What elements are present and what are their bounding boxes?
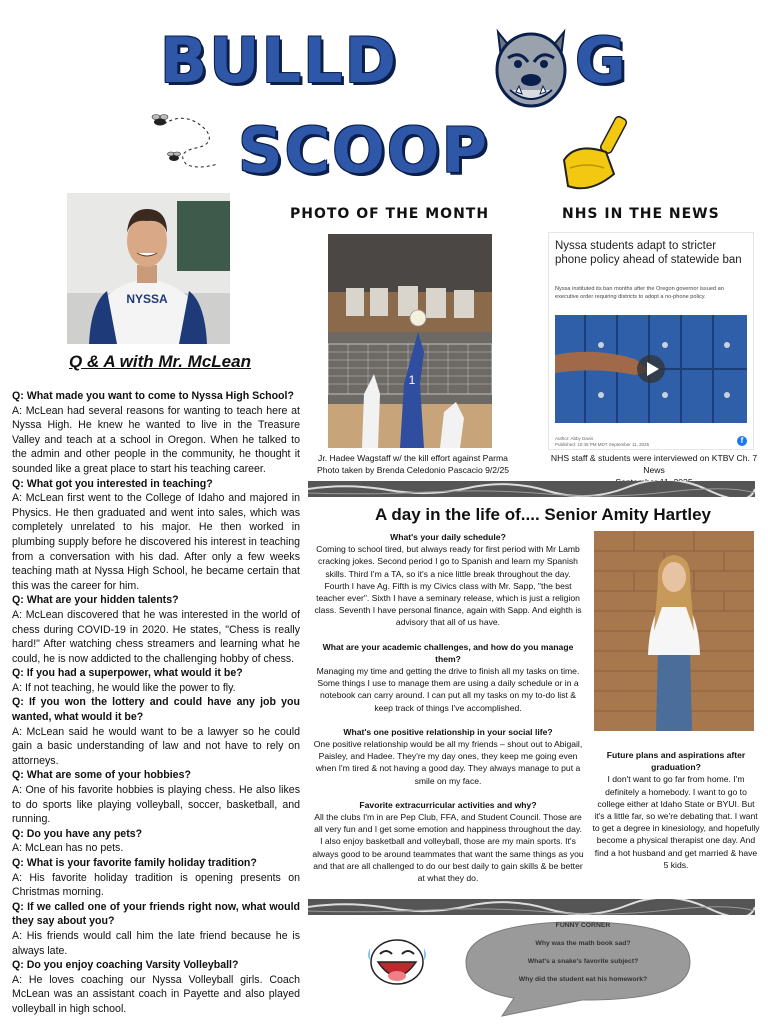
- qa-question: Q: If you won the lottery and could have any job you wanted, what would it be?: [12, 696, 300, 724]
- amity-hartley-photo: [594, 531, 754, 731]
- senior-feature-title: A day in the life of.... Senior Amity Hartley: [375, 505, 711, 524]
- news-summary: Nyssa instituted its ban months after the Oregon governor issued an executive order requiring districts to adopt a no-phone policy.: [555, 286, 724, 300]
- senior-answer: All the clubs I'm in are Pep Club, FFA, and Student Council. Those are all very fun and I get some emotion and happiness throughout the day. I also enjoy basketball and volleyball, those are my main sports. It's always good to be around teammates that want the same things as you and that are all challenged to do our best daily to gain skills & be better at what they do.: [312, 812, 584, 884]
- qa-question: Q: What made you want to come to Nyssa High School?: [12, 390, 294, 402]
- nhs-news-heading: NHS IN THE NEWS: [562, 206, 720, 222]
- news-byline: Author: Abby Davis: [555, 436, 594, 441]
- qa-question: Q: If we called one of your friends right now, what would they say about you?: [12, 900, 300, 928]
- news-headline[interactable]: Nyssa students adapt to stricter phone policy ahead of statewide ban: [555, 240, 742, 266]
- senior-question: Future plans and aspirations after graduation?: [606, 750, 746, 773]
- senior-question: Favorite extracurricular activities and why?: [359, 799, 537, 810]
- photo-caption-line2: Photo taken by Brenda Celedonio Pascacio 9/2/25: [316, 465, 510, 475]
- lockers-video-thumbnail[interactable]: [555, 315, 747, 423]
- senior-question: What are your academic challenges, and how do you manage them?: [322, 641, 574, 664]
- photo-of-month-heading: PHOTO OF THE MONTH: [290, 206, 490, 222]
- qa-title: Q & A with Mr. McLean: [69, 352, 251, 371]
- masthead-title-scoop: SCOOP: [238, 114, 490, 187]
- photo-caption: [308, 452, 518, 476]
- jersey-number: 1: [408, 373, 416, 387]
- laughing-face-icon: [364, 934, 430, 990]
- qa-question: Q: What got you interested in teaching?: [12, 477, 213, 490]
- volleyball-photo: [328, 234, 492, 448]
- qa-answer: A: If not teaching, he would like the power to fly.: [12, 681, 236, 694]
- qa-answer: A: His friends would call him the late friend because he is always late.: [12, 929, 300, 957]
- qa-answer: A: His favorite holiday tradition is opening presents on Christmas morning.: [12, 871, 300, 899]
- qa-answer: A: McLean discovered that he was interested in the world of chess during COVID-19 in 2020. He states, "Chess is really hard!" After watching chess streamers and learning what he could, he is now addicted to the challenging hobby of chess.: [12, 608, 300, 665]
- funny-corner-title: FUNNY CORNER: [555, 922, 611, 929]
- qa-answer: A: McLean had several reasons for wanting to teach here at Nyssa High. He knew he wanted to live in the Treasure Valley and teach at a school in Oregon. When he talked to the admin and other people in the community, he thought it sounded like a great place to start his teaching career.: [12, 404, 300, 475]
- qa-question: Q: If you had a superpower, what would it be?: [12, 667, 243, 680]
- news-caption-line1: NHS staff & students were interviewed on KTBV Ch. 7 News: [550, 453, 758, 475]
- joke-item: Why was the math book sad?: [535, 940, 631, 947]
- senior-interview: [312, 531, 584, 884]
- senior-answer: I don't want to go far from home. I'm definitely a homebody. I want to go to college either at Idaho State or BYUI. But it's a little far, so we're debating that. I want to get a degree in kinesiology, and hopefully become a physical therapist one day. And find a hot husband and get married & have 5 kids.: [592, 774, 760, 870]
- qa-question: Q: What is your favorite family holiday tradition?: [12, 857, 257, 869]
- senior-answer: Coming to school tired, but always ready for first period with Mr Lamb cracking jokes. Second period I go to Spanish and learn my Spanish skills. Third I'm a TA, so it's a nice little break throughout the day. Fourth I have Ag. Fifth is my Civics class with Mr. Sapp, "the best teacher ever". Sixth I have a seminary release, which is just a religion class. Seventh I have personal finance, again with Sapp. And eighth is advisory that all of us have.: [314, 544, 582, 628]
- facebook-icon[interactable]: f: [737, 436, 747, 446]
- mclean-photo: [67, 193, 230, 344]
- senior-question: What's one positive relationship in your social life?: [343, 726, 553, 737]
- flies-doodle-icon: [146, 108, 222, 170]
- senior-answer: Managing my time and getting the drive to finish all my tasks on time. Some things I use to manage them are using a daily schedule or in a notebook can carry around. I can put all my tasks on my to-do list & keep track of things I've accomplished.: [316, 666, 580, 713]
- news-published: Published: 10:45 PM MDT September 11, 2025: [555, 442, 650, 447]
- masthead-title-g: G: [575, 24, 628, 97]
- photo-caption-line1: Jr. Hadee Wagstaff w/ the kill effort against Parma: [318, 453, 508, 463]
- senior-question: What's your daily schedule?: [390, 532, 506, 542]
- qa-question: Q: What are your hidden talents?: [12, 594, 179, 607]
- qa-body: [12, 389, 300, 1017]
- joke-item: What's a snake's favorite subject?: [527, 958, 639, 965]
- joke-item: Why did the student eat his homework?: [518, 976, 648, 983]
- bulldog-mascot-icon: [488, 22, 574, 112]
- funny-corner-text: [478, 922, 688, 994]
- shirt-logo-text: NYSSA: [126, 292, 168, 306]
- qa-question: Q: What are some of your hobbies?: [12, 769, 191, 782]
- qa-question: Q: Do you have any pets?: [12, 827, 143, 840]
- qa-answer: A: McLean has no pets.: [12, 842, 124, 855]
- dustpan-icon: [558, 112, 638, 194]
- masthead-title-bulld: BULLD: [160, 24, 399, 97]
- senior-answer: One positive relationship would be all my friends – shout out to Abigail, Paisley, and Hadee. They're my day ones, they keep me going even when I'm tired & not having a good day. They always manage to put a smile on my face.: [313, 739, 583, 786]
- news-article-card[interactable]: [548, 232, 754, 450]
- qa-answer: A: One of his favorite hobbies is playing chess. He also likes to do sports like playing volleyball, soccer, basketball, and running.: [12, 784, 300, 826]
- qa-answer: A: McLean first went to the College of Idaho and majored in Physics. He then graduated and went into sales, which was completely unrelated to his major. He then worked in plumbing supply before he discovered his interest in teaching from a conversation with his dad. After only a few weeks teaching math at Nyssa High School, he became certain that this was the career for him.: [12, 492, 300, 592]
- section-divider: [308, 481, 755, 497]
- section-divider: [308, 899, 755, 915]
- senior-future-plans: [592, 749, 760, 871]
- qa-answer: A: McLean said he would want to be a lawyer so he could gain a basic understanding of law and not have to rely on attorneys.: [12, 725, 300, 767]
- qa-answer: A: He loves coaching our Nyssa Volleyball girls. Coach McLean was an assistant coach in Payette and also played volleyball in high school.: [12, 973, 300, 1015]
- qa-question: Q: Do you enjoy coaching Varsity Volleyball?: [12, 959, 239, 972]
